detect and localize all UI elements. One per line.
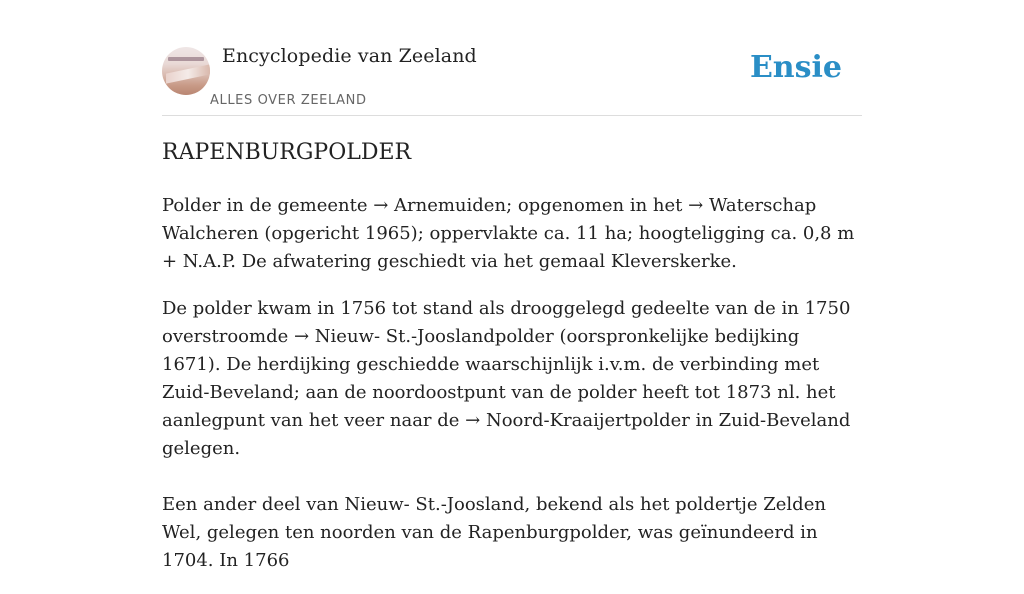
page [162, 0, 862, 571]
text: (opgericht 1965); oppervlakte ca. 11 ha; hoogteligging ca. 0,8 m + N.A.P. De afwatering geschiedt via het gemaal Kleverskerke. [162, 223, 855, 272]
paragraph-1 [162, 192, 862, 276]
brand-logo[interactable]: Ensie [749, 50, 842, 85]
text: Een ander deel van Nieuw- St.-Joosland, bekend als het poldertje Zelden Wel, gelegen ten noorden van de Rapenburgpolder, was geïnundeerd in 1704. In 1766 [162, 494, 826, 571]
logo-decoration [168, 57, 204, 61]
entry-body [162, 192, 862, 594]
entry-title: RAPENBURGPOLDER [162, 140, 412, 165]
text: ; opgenomen in het [506, 195, 689, 216]
paragraph-2 [162, 295, 862, 463]
text: in Zuid-Beveland gelegen. [162, 410, 851, 459]
paragraph-3 [162, 491, 862, 575]
site-tagline: ALLES OVER ZEELAND [210, 93, 367, 108]
arrow-icon: → [465, 410, 481, 431]
text: De polder kwam in 1756 tot stand als drooggelegd gedeelte van de in 1750 overstroomde [162, 298, 851, 347]
text: (oorspronkelijke bedijking 1671). De herdijking geschiedde waarschijnlijk i.v.m. de verbinding met Zuid-Beveland; aan de noordoostpunt van de polder heeft tot 1873 nl. het aanlegpunt van het veer naar de [162, 326, 836, 431]
site-title[interactable]: Encyclopedie van Zeeland [222, 45, 477, 67]
header-divider [162, 115, 862, 116]
arrow-icon: → [373, 195, 389, 216]
site-logo-avatar[interactable] [162, 47, 210, 95]
arrow-icon: → [293, 326, 310, 347]
link-arnemuiden[interactable]: Arnemuiden [388, 195, 507, 216]
arrow-icon: → [688, 195, 704, 216]
text: Polder in de gemeente [162, 195, 374, 216]
link-noord-kraaijertpolder[interactable]: Noord-Kraaijertpolder [480, 410, 690, 431]
link-waterschap-walcheren[interactable]: Waterschap Walcheren [162, 195, 817, 244]
logo-decoration [166, 64, 210, 83]
link-nieuw-st-jooslandpolder[interactable]: Nieuw- St.-Jooslandpolder [309, 326, 554, 347]
